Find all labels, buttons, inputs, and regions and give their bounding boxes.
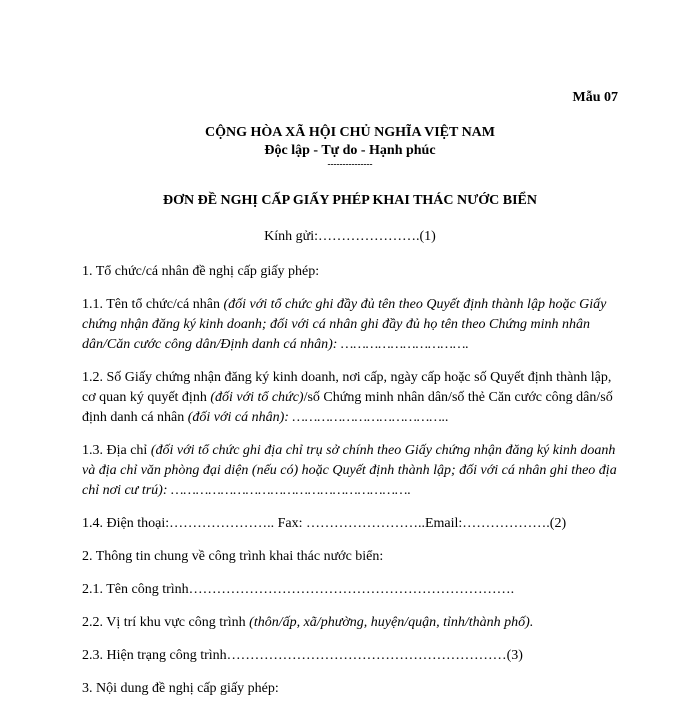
section-1-3 <box>82 441 622 501</box>
section-1-2-note-person: (đối với cá nhân): <box>187 410 289 425</box>
section-1-1 <box>82 295 622 355</box>
section-2-heading: 2. Thông tin chung về công trình khai thác nước biển: <box>82 549 384 564</box>
section-2-2-note: (thôn/ấp, xã/phường, huyện/quận, tỉnh/thành phố). <box>249 615 534 630</box>
section-1-1-label: 1.1. Tên tổ chức/cá nhân <box>82 297 224 312</box>
section-3-heading: 3. Nội dung đề nghị cấp giấy phép: <box>82 681 279 696</box>
form-code: Mẫu 07 <box>572 90 618 105</box>
section-1-1-blank: …………………………. <box>337 337 469 352</box>
section-1-3-blank: …………………………………………………. <box>167 483 412 498</box>
section-1-2 <box>82 368 622 428</box>
section-1-3-note: (đối với tổ chức ghi địa chỉ trụ sở chính theo Giấy chứng nhận đăng ký kinh doanh và địa chỉ văn phòng đại diện (nếu có) hoặc Quyết định thành lập; đối với cá nhân ghi theo địa chỉ nơi cư trú): <box>82 443 617 498</box>
section-1-1-note: (đối với tổ chức ghi đầy đủ tên theo Quyết định thành lập hoặc Giấy chứng nhận đăng ký kinh doanh; đối với cá nhân ghi đầy đủ họ tên theo Chứng minh nhân dân/Căn cước công dân/Định danh cá nhân): <box>82 297 607 352</box>
section-2-2-label: 2.2. Vị trí khu vực công trình <box>82 615 250 630</box>
section-1-heading: 1. Tổ chức/cá nhân đề nghị cấp giấy phép: <box>82 264 320 279</box>
section-2-3: 2.3. Hiện trạng công trình……………………………………………………(3) <box>82 648 523 663</box>
section-1-2-note-org: (đối với tổ chức) <box>210 390 304 405</box>
header-rule: --------------- <box>327 159 373 169</box>
document-title: ĐƠN ĐỀ NGHỊ CẤP GIẤY PHÉP KHAI THÁC NƯỚC BIỂN <box>162 193 537 208</box>
national-header <box>0 124 700 168</box>
section-1-2-blank: ……………………………….. <box>288 410 449 425</box>
section-2-2 <box>82 613 622 633</box>
section-1-3-label: 1.3. Địa chỉ <box>82 443 151 458</box>
nation-name: CỘNG HÒA XÃ HỘI CHỦ NGHĨA VIỆT NAM <box>204 125 495 140</box>
recipient-line: Kính gửi:………………….(1) <box>264 229 436 244</box>
document-body <box>82 262 622 712</box>
section-2-1: 2.1. Tên công trình……………………………………………………………. <box>82 582 515 597</box>
section-1-2-label: 1.2. Số Giấy chứng nhận đăng ký kinh doanh, nơi cấp, ngày cấp hoặc số Quyết định thành lập, cơ quan ký quyết định <box>82 370 612 405</box>
section-1-2-middle: /số Chứng minh nhân dân/số thẻ Căn cước công dân/số định danh cá nhân <box>82 390 613 425</box>
section-1-4: 1.4. Điện thoại:………………….. Fax: ……………………..Email:……………….(2) <box>82 516 567 531</box>
national-motto: Độc lập - Tự do - Hạnh phúc <box>264 143 436 158</box>
